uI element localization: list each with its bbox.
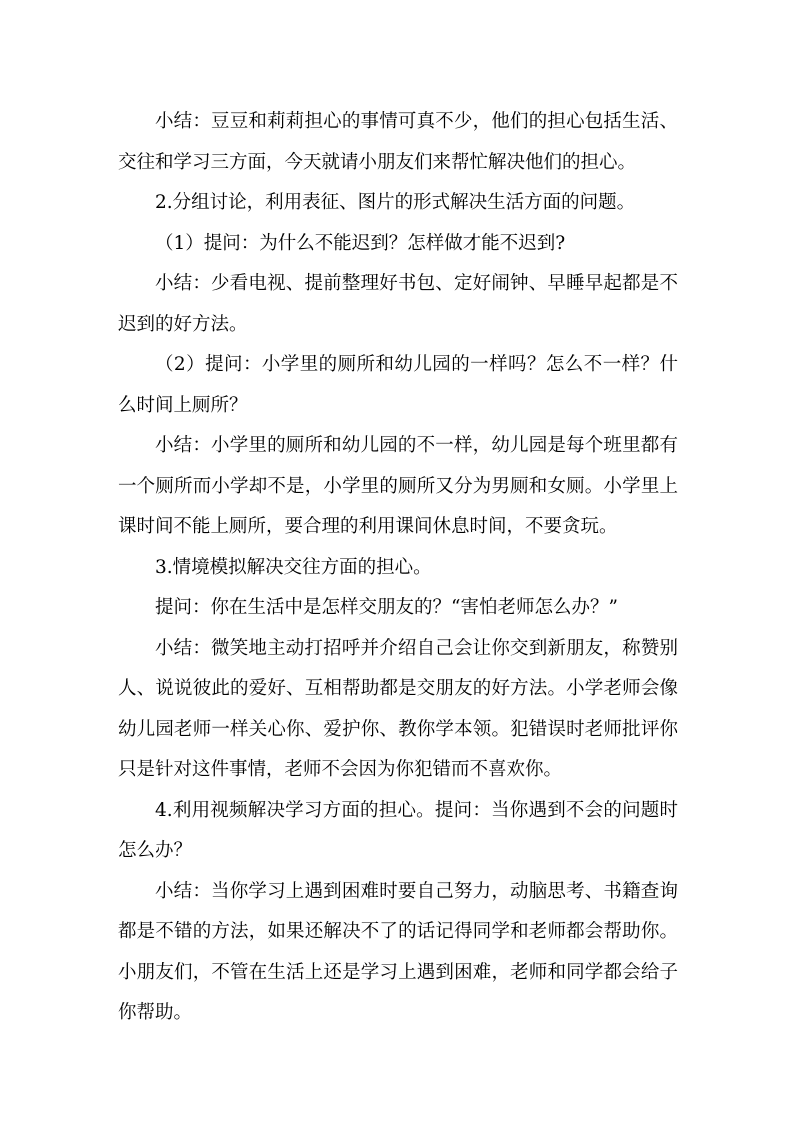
paragraph-question-3: 提问：你在生活中是怎样交朋友的？“害怕老师怎么办？” [155,597,618,618]
paragraph-summary-2: 小结：小学里的厕所和幼儿园的不一样，幼儿园是每个班里都有一个厕所而小学却不是，小学里的厕所又分为男厕和女厕。小学里上课时间不能上厕所，要合理的利用课间休息时间，不要贪玩。 [118,435,678,537]
document-page [118,102,678,1034]
paragraph-summary-3: 小结：微笑地主动打招呼并介绍自己会让你交到新朋友，称赞别人、说说彼此的爱好、互相帮助都是交朋友的好方法。小学老师会像幼儿园老师一样关心你、爱护你、教你学本领。犯错误时老师批评你只是针对这件事情，老师不会因为你犯错而不喜欢你。 [118,637,678,780]
paragraph-summary-4: 小结：当你学习上遇到困难时要自己努力，动脑思考、书籍查询都是不错的方法，如果还解决不了的话记得同学和老师都会帮助你。小朋友们，不管在生活上还是学习上遇到困难，老师和同学都会给子你帮助。 [118,880,678,1023]
paragraph-question-2: （2）提问：小学里的厕所和幼儿园的一样吗？怎么不一样？什么时间上厕所？ [118,354,678,416]
paragraph-step-4: 4.利用视频解决学习方面的担心。提问：当你遇到不会的问题时怎么办？ [118,799,678,861]
paragraph-step-2: 2.分组讨论，利用表征、图片的形式解决生活方面的问题。 [155,192,636,213]
paragraph-question-1: （1）提问：为什么不能迟到？怎样做才能不迟到? [155,232,566,254]
paragraph-step-3: 3.情境模拟解决交往方面的担心。 [155,556,432,578]
paragraph-summary-1: 小结：少看电视、提前整理好书包、定好闹钟、早睡早起都是不迟到的好方法。 [118,273,678,335]
paragraph-summary-worries: 小结：豆豆和莉莉担心的事情可真不少，他们的担心包括生活、交往和学习三方面，今天就请小朋友们来帮忙解决他们的担心。 [118,111,678,173]
